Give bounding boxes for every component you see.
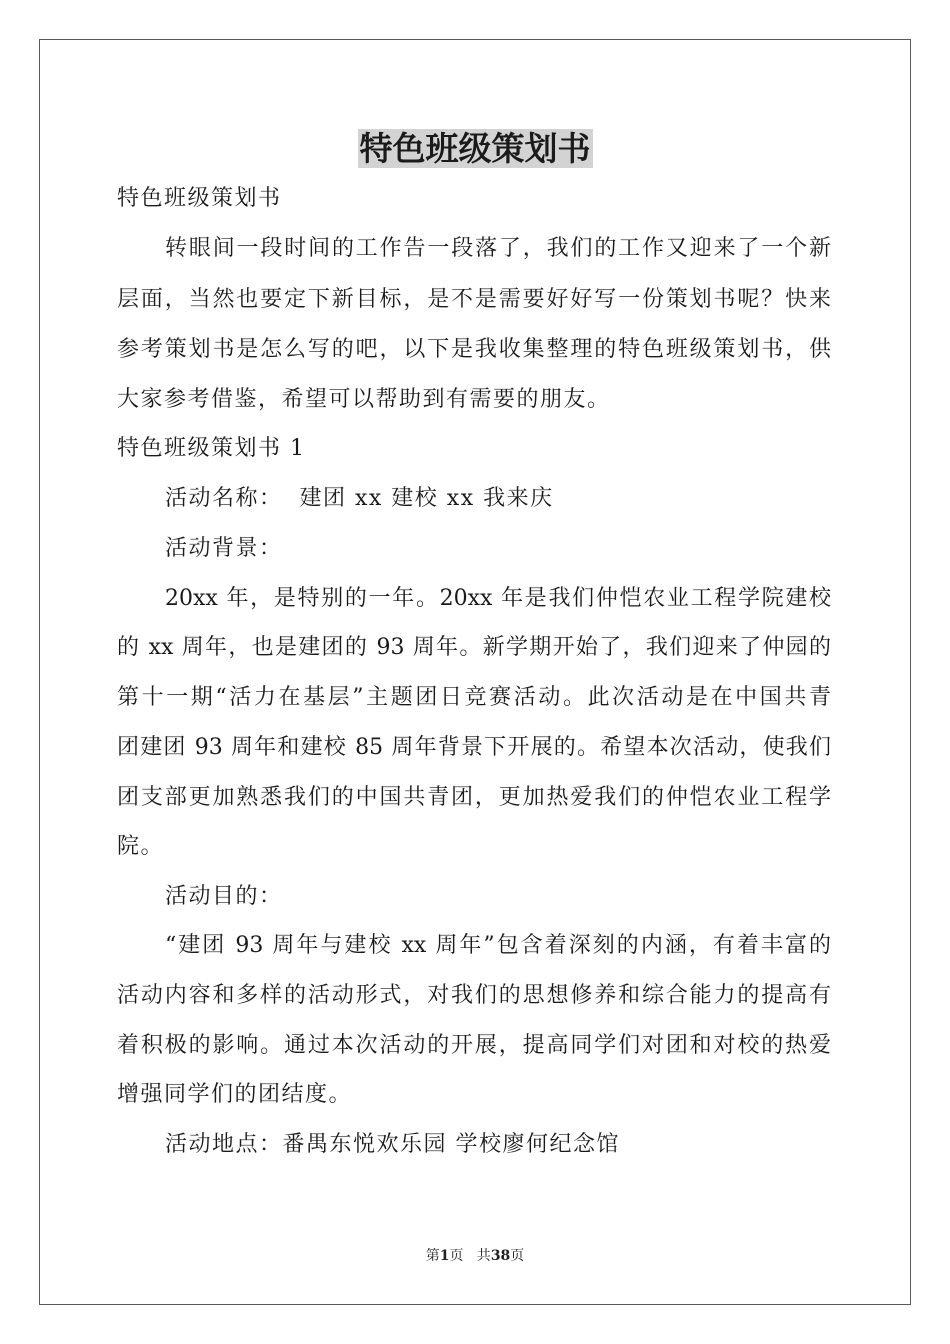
purpose-line-1: “建团 93 周年与建校 xx 周年”包含着深刻的内涵，有着丰富的 — [165, 933, 831, 958]
document-title — [0, 128, 950, 170]
purpose-line-3: 着积极的影响。通过本次活动的开展，提高同学们对团和对校的热爱 — [117, 1033, 831, 1058]
background-line-1: 20xx 年，是特别的一年。20xx 年是我们仲恺农业工程学院建校 — [165, 586, 831, 611]
section-heading: 特色班级策划书 1 — [117, 436, 306, 461]
purpose-line-4: 增强同学们的团结度。 — [117, 1082, 353, 1107]
activity-location: 活动地点：番禺东悦欢乐园 学校廖何纪念馆 — [165, 1132, 620, 1157]
footer-page-mid: 页 共 — [449, 1248, 491, 1264]
document-title-text: 特色班级策划书 — [359, 129, 591, 168]
purpose-line-2: 活动内容和多样的活动形式，对我们的思想修养和综合能力的提高有 — [117, 983, 831, 1008]
footer-page-current: 1 — [439, 1248, 450, 1264]
background-line-3: 第十一期“活力在基层”主题团日竞赛活动。此次活动是在中国共青 — [117, 685, 831, 710]
background-line-6: 院。 — [117, 834, 165, 859]
footer-page-suffix: 页 — [510, 1248, 525, 1264]
footer-page-total: 38 — [490, 1248, 511, 1264]
intro-line-3: 参考策划书是怎么写的吧，以下是我收集整理的特色班级策划书，供 — [117, 337, 831, 362]
document-subtitle: 特色班级策划书 — [117, 186, 282, 211]
intro-line-2: 层面，当然也要定下新目标，是不是需要好好写一份策划书呢？快来 — [117, 287, 831, 312]
intro-line-4: 大家参考借鉴，希望可以帮助到有需要的朋友。 — [117, 387, 611, 412]
page-footer — [0, 1246, 950, 1266]
background-line-2: 的 xx 周年，也是建团的 93 周年。新学期开始了，我们迎来了仲园的 — [117, 635, 831, 660]
purpose-label: 活动目的： — [165, 884, 283, 909]
activity-name: 活动名称： 建团 xx 建校 xx 我来庆 — [165, 486, 554, 511]
background-line-5: 团支部更加熟悉我们的中国共青团，更加热爱我们的仲恺农业工程学 — [117, 785, 831, 810]
intro-line-1: 转眼间一段时间的工作告一段落了，我们的工作又迎来了一个新 — [165, 236, 831, 261]
footer-page-prefix: 第 — [425, 1248, 440, 1264]
page-border — [39, 39, 911, 1305]
background-line-4: 团建团 93 周年和建校 85 周年背景下开展的。希望本次活动，使我们 — [117, 735, 831, 760]
background-label: 活动背景： — [165, 536, 283, 561]
